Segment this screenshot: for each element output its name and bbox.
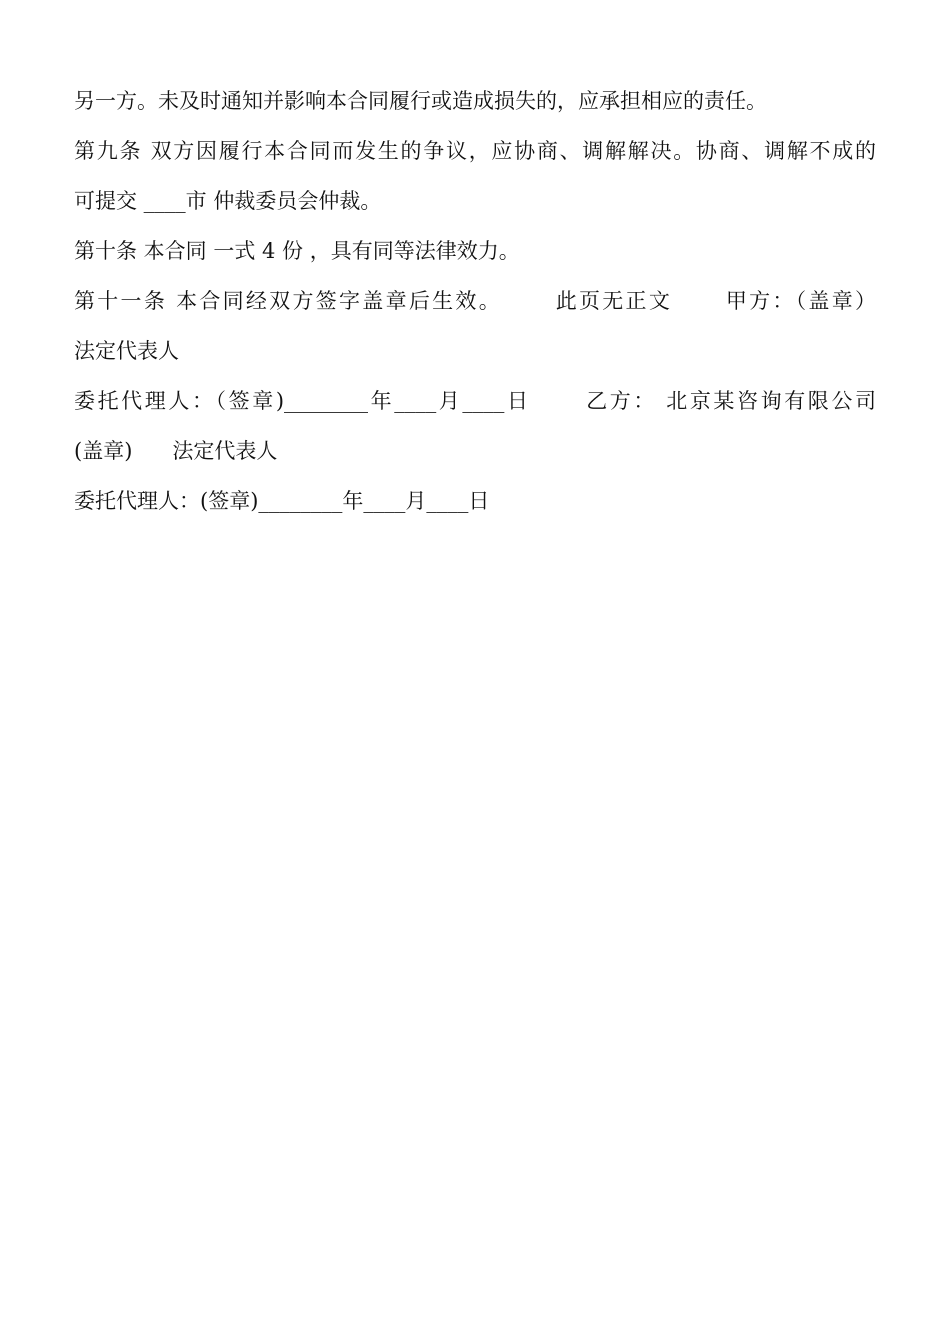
- text-line-article-9: 第九条 双方因履行本合同而发生的争议，应协商、调解解决。协商、调解不成的: [74, 139, 876, 163]
- text-line-seal-b: (盖章) 法定代表人: [74, 439, 278, 463]
- text-line-1: 另一方。未及时通知并影响本合同履行或造成损失的，应承担相应的责任。: [74, 89, 767, 113]
- text-line-article-11: 第十一条 本合同经双方签字盖章后生效。 此页无正文 甲方：（盖章）: [74, 289, 876, 313]
- text-line-arbitration: 可提交 ____市 仲裁委员会仲裁。: [74, 189, 382, 213]
- text-line-legal-rep-a: 法定代表人: [74, 339, 179, 363]
- text-line-article-10: 第十条 本合同 一式 4 份 ，具有同等法律效力。: [74, 239, 520, 263]
- text-line-agent-a: 委托代理人：（签章)________年____月____日 乙方： 北京某咨询有限公司: [74, 389, 876, 413]
- text-line-agent-b: 委托代理人：(签章)________年____月____日: [74, 489, 490, 513]
